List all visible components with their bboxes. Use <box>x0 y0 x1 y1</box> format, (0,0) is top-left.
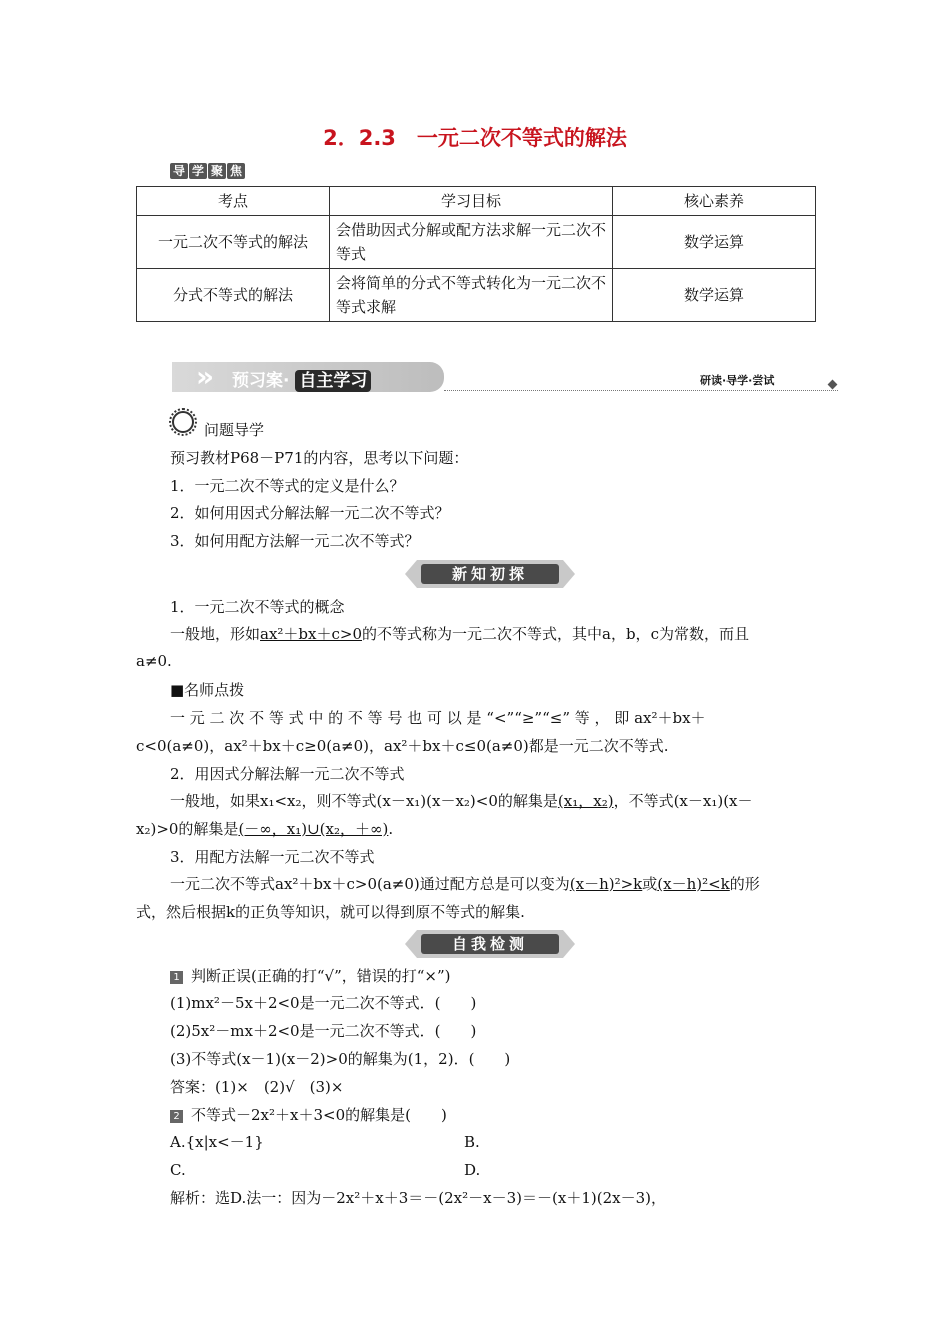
section-heading: 1．一元二次不等式的概念 <box>170 598 345 616</box>
table-cell: 数学运算 <box>613 269 816 322</box>
guide-badge-char: 学 <box>189 163 207 179</box>
table-cell: 数学运算 <box>613 216 816 269</box>
banner-check-label: 自我检测 <box>421 934 559 954</box>
paragraph: 式，然后根据k的正负等知识，就可以得到原不等式的解集. <box>136 903 525 921</box>
preview-bar-title <box>232 366 371 391</box>
page-title: 2．2.3 一元二次不等式的解法 <box>323 126 627 150</box>
text: . <box>388 820 394 838</box>
answer-blank: (x－h)²>k <box>569 875 643 893</box>
guide-badge-char: 聚 <box>208 163 226 179</box>
preview-bar-left: 预习案· <box>232 371 290 391</box>
guide-badge <box>170 160 246 179</box>
answer: 答案：(1)× (2)√ (3)× <box>170 1078 344 1096</box>
problem-item: 2．如何用因式分解法解一元二次不等式？ <box>170 504 450 522</box>
option-b: B. <box>464 1133 480 1151</box>
paragraph: a≠0. <box>136 652 172 670</box>
answer-blank: (－∞，x₁)∪(x₂，＋∞) <box>238 820 389 838</box>
table-cell: 一元二次不等式的解法 <box>137 216 330 269</box>
paragraph: c<0(a≠0)，ax²＋bx＋c≥0(a≠0)，ax²＋bx＋c≤0(a≠0)都是一元二次不等式. <box>136 737 669 755</box>
paragraph: 一 元 二 次 不 等 式 中 的 不 等 号 也 可 以 是 “<”“≥”“≤” 等 ， 即 ax²＋bx＋ <box>170 709 706 727</box>
table-header: 核心素养 <box>613 187 816 216</box>
banner-new <box>405 560 575 588</box>
option-c: C. <box>170 1161 186 1179</box>
table-header-row <box>137 187 816 216</box>
problems-intro: 预习教材P68－P71的内容，思考以下问题： <box>170 449 469 467</box>
chevron-right-icon: » <box>196 360 215 393</box>
text: ，不等式(x－x₁)(x－ <box>613 792 753 810</box>
goals-table <box>136 186 816 322</box>
banner-check <box>405 930 575 958</box>
text: 的不等式称为一元二次不等式，其中a，b，c为常数，而且 <box>362 625 749 643</box>
text: 一般地，形如 <box>170 625 261 643</box>
question <box>170 1105 447 1125</box>
statement: (1)mx²－5x＋2<0是一元二次不等式．( ) <box>170 994 477 1012</box>
preview-bar-right: 自主学习 <box>295 370 371 392</box>
text: 或 <box>642 875 658 893</box>
question <box>170 966 451 986</box>
question-text: 判断正误(正确的打“√”，错误的打“×”) <box>191 967 451 985</box>
section-heading: 2．用因式分解法解一元二次不等式 <box>170 765 405 783</box>
smiley-icon <box>172 411 194 433</box>
solution: 解析：选D.法一：因为－2x²＋x＋3＝－(2x²－x－3)＝－(x＋1)(2x－3)， <box>170 1189 666 1207</box>
option-a: A.{x|x<－1} <box>170 1133 264 1151</box>
answer-blank: ax²＋bx＋c>0 <box>260 625 363 643</box>
answer-blank: (x－h)²<k <box>657 875 730 893</box>
diamond-icon <box>828 380 838 390</box>
section-heading: 3．用配方法解一元二次不等式 <box>170 848 375 866</box>
paragraph <box>170 874 760 894</box>
option-d: D. <box>464 1161 481 1179</box>
question-number: 2 <box>170 1110 183 1123</box>
problem-item: 3．如何用配方法解一元二次不等式？ <box>170 532 420 550</box>
paragraph <box>170 791 753 811</box>
guide-badge-char: 导 <box>170 163 188 179</box>
problems-heading: 问题导学 <box>204 421 265 439</box>
table-row <box>137 269 816 322</box>
tip-heading: ■名师点拨 <box>170 681 245 699</box>
question-text: 不等式－2x²＋x＋3<0的解集是( ) <box>191 1106 447 1124</box>
statement: (3)不等式(x－1)(x－2)>0的解集为(1，2)．( ) <box>170 1050 511 1068</box>
problem-item: 1．一元二次不等式的定义是什么？ <box>170 477 405 495</box>
question-number: 1 <box>170 971 183 984</box>
text: 一般地，如果x₁<x₂，则不等式(x－x₁)(x－x₂)<0的解集是 <box>170 792 558 810</box>
divider <box>444 390 838 391</box>
table-header: 学习目标 <box>330 187 613 216</box>
guide-badge-char: 焦 <box>227 163 245 179</box>
table-cell: 会将简单的分式不等式转化为一元二次不等式求解 <box>330 269 613 322</box>
paragraph <box>170 624 749 644</box>
banner-new-label: 新知初探 <box>421 564 559 584</box>
text: 的形 <box>729 875 760 893</box>
answer-blank: (x₁，x₂) <box>557 792 614 810</box>
text: 一元二次不等式ax²＋bx＋c>0(a≠0)通过配方总是可以变为 <box>170 875 570 893</box>
table-cell: 会借助因式分解或配方法求解一元二次不等式 <box>330 216 613 269</box>
table-row <box>137 216 816 269</box>
table-cell: 分式不等式的解法 <box>137 269 330 322</box>
table-header: 考点 <box>137 187 330 216</box>
statement: (2)5x²－mx＋2<0是一元二次不等式．( ) <box>170 1022 477 1040</box>
text: x₂)>0的解集是 <box>136 820 239 838</box>
preview-side-label: 研读·导学·尝试 <box>700 374 775 387</box>
paragraph <box>136 819 393 839</box>
